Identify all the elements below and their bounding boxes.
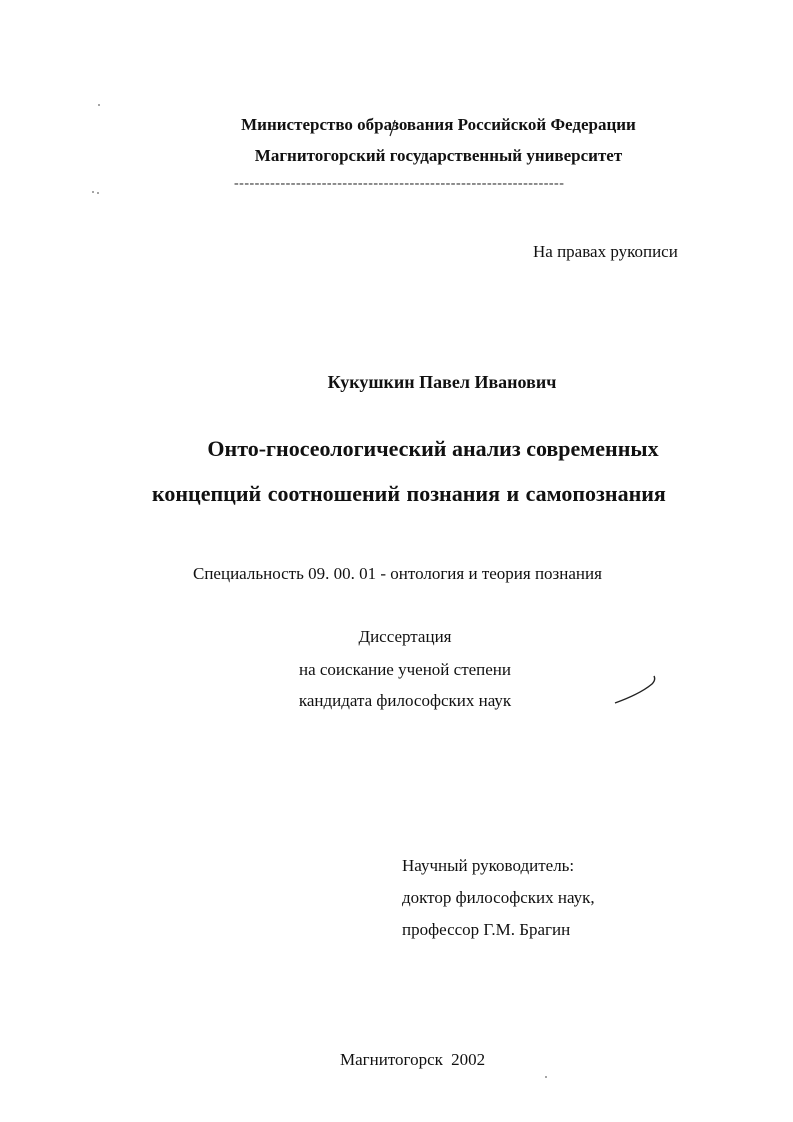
scan-speck: [97, 192, 99, 194]
scan-speck: [545, 1076, 547, 1078]
supervisor-label: Научный руководитель:: [402, 856, 575, 875]
university-heading: Магнитогорский государственный университет: [254, 146, 623, 165]
dissertation-line-1: Диссертация: [358, 627, 452, 646]
author-name: Кукушкин Павел Иванович: [327, 372, 557, 392]
specialty-line: Специальность 09. 00. 01 - онтология и теория познания: [193, 564, 602, 583]
scan-speck: [98, 104, 100, 106]
thesis-title-line-2: концепций соотношений познания и самопознания: [152, 481, 666, 506]
pen-stroke-top: [390, 120, 395, 136]
scan-speck: [92, 191, 94, 193]
manuscript-note: На правах рукописи: [533, 242, 678, 261]
ministry-heading: Министерство образования Российской Федерации: [241, 115, 636, 134]
thesis-title-line-1: Онто-гносеологический анализ современных: [207, 436, 659, 461]
supervisor-degree: доктор философских наук,: [402, 888, 595, 907]
supervisor-name: профессор Г.М. Брагин: [402, 920, 571, 939]
header-separator: ----------------------------------------------------------------: [234, 176, 565, 191]
city-year: Магнитогорск 2002: [340, 1050, 486, 1069]
signature-stroke: [615, 676, 655, 703]
dissertation-line-2: на соискание ученой степени: [298, 660, 512, 679]
dissertation-line-3: кандидата философских наук: [298, 691, 512, 710]
